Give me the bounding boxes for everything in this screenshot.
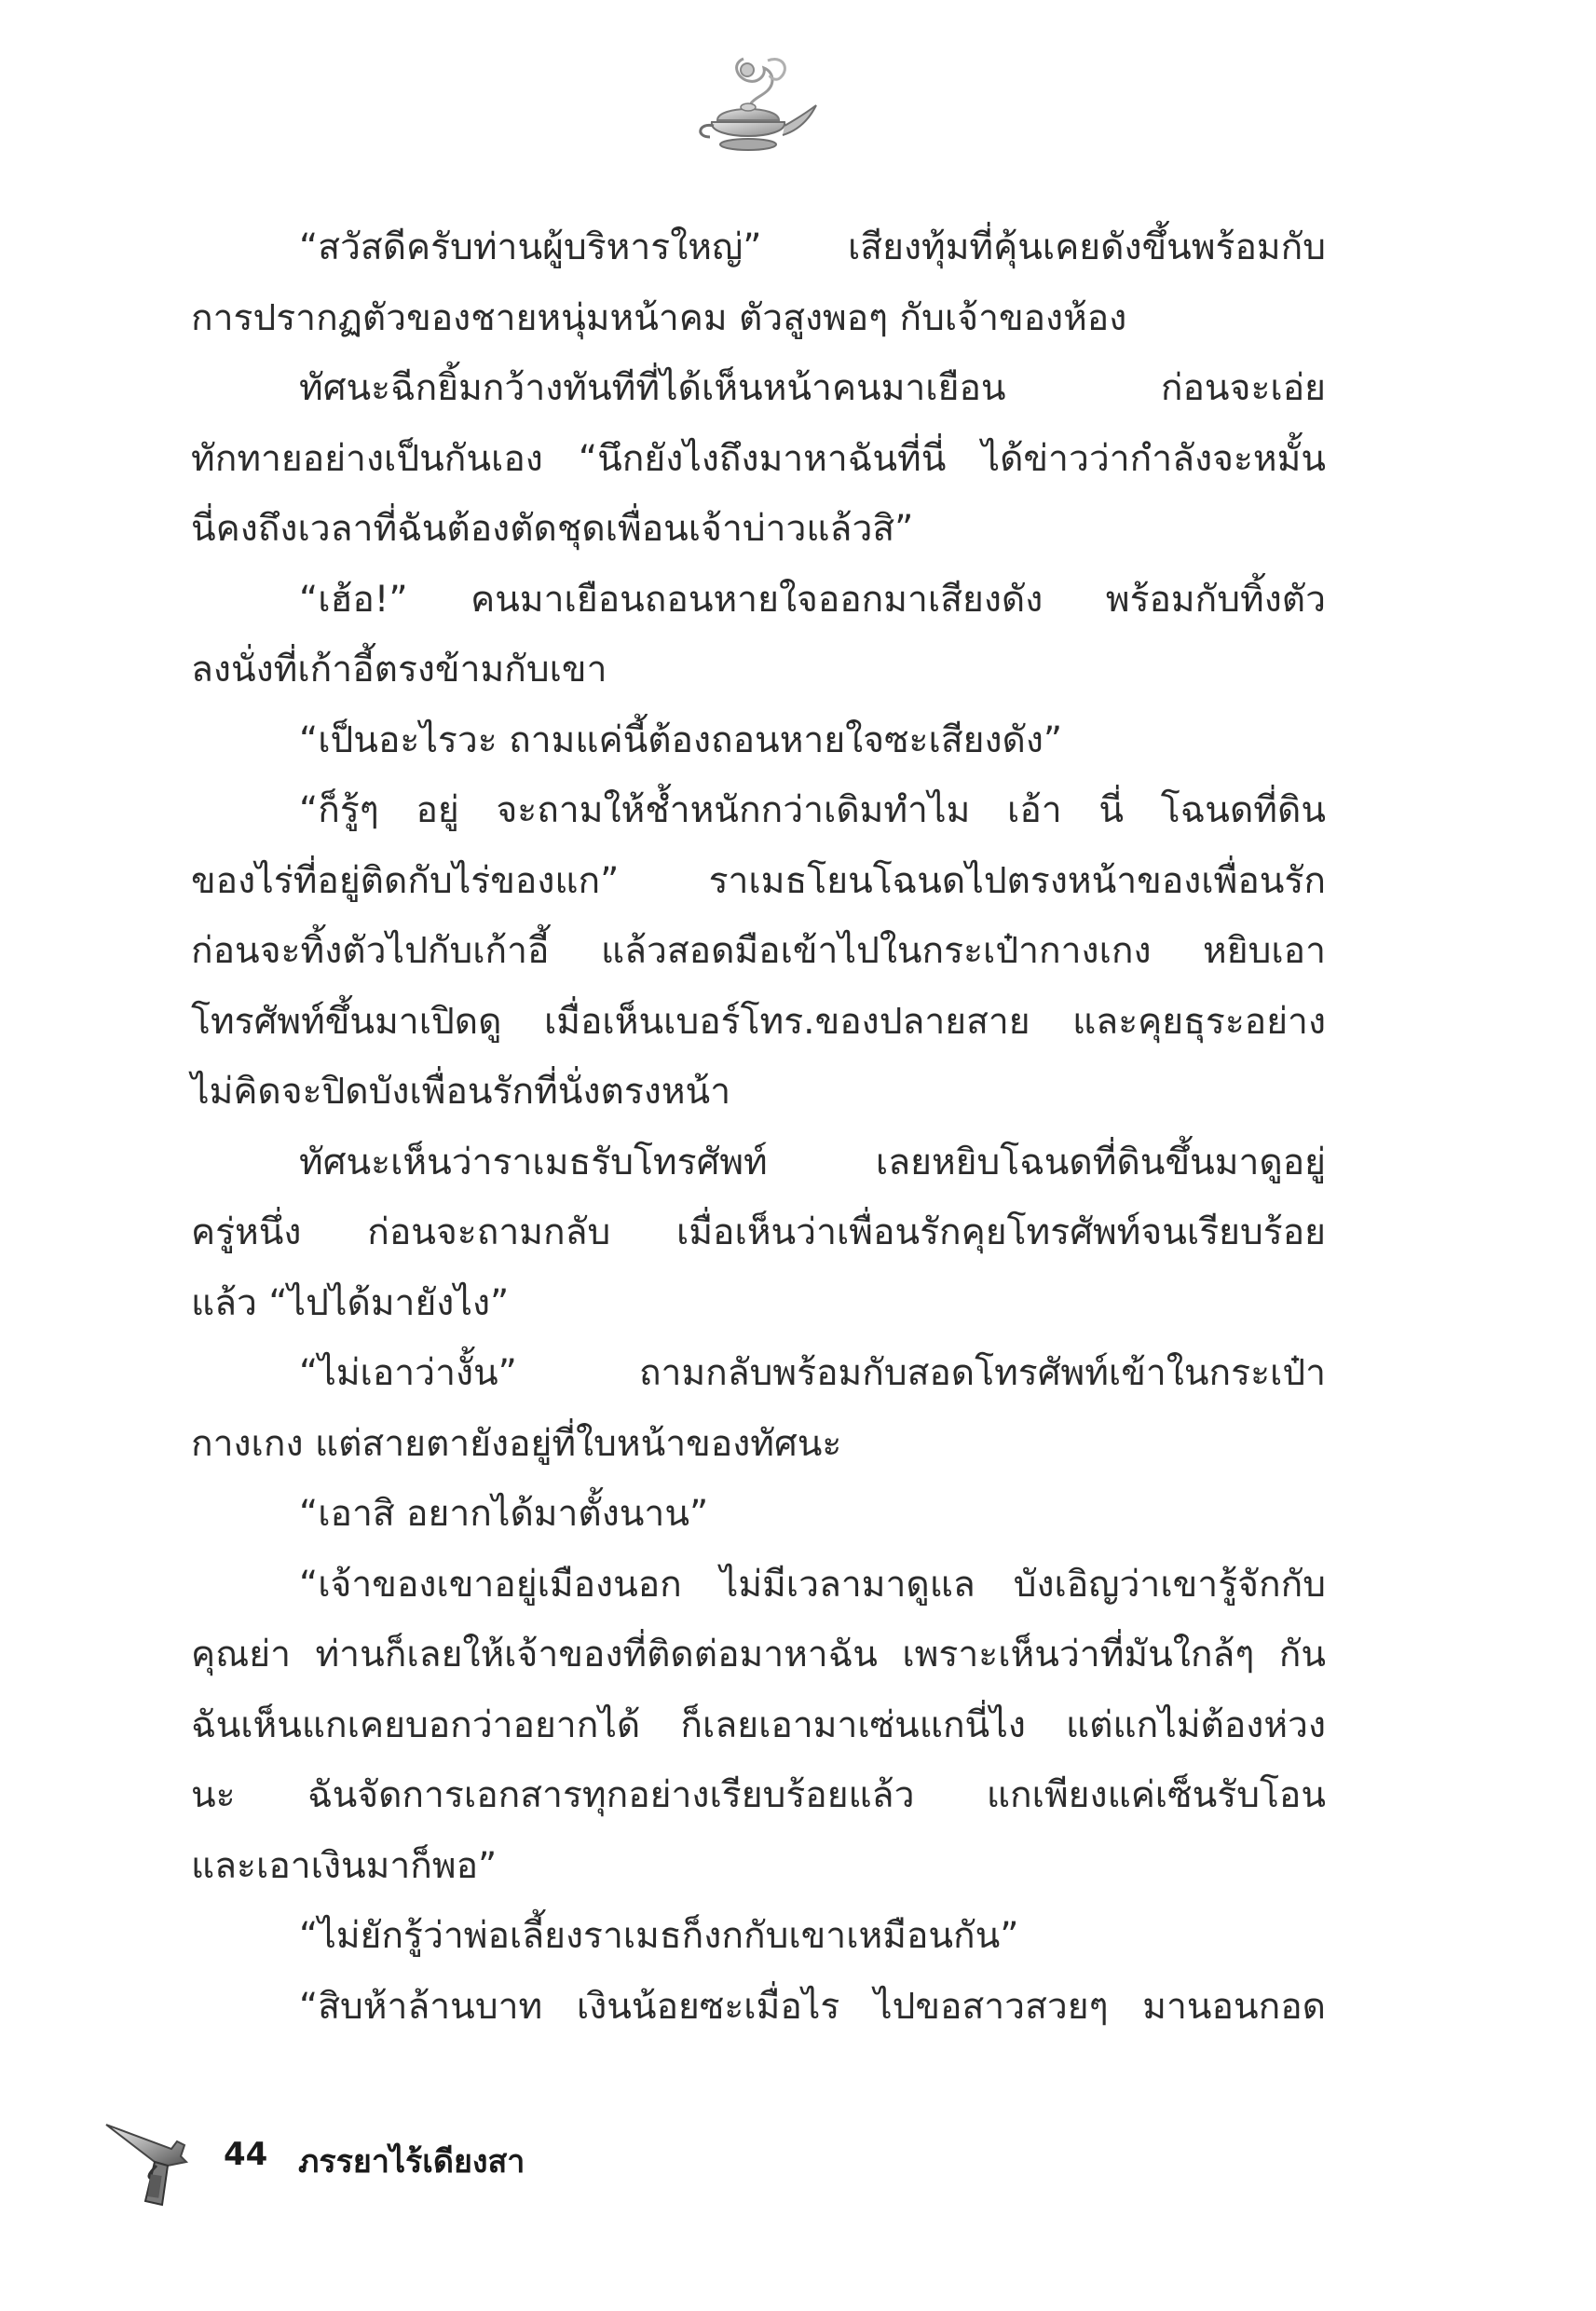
text-line: “ก็รู้ๆ อยู่ จะถามให้ช้ำหนักกว่าเดิมทำไม เอ้า นี่ โฉนดที่ดิน bbox=[299, 789, 1326, 831]
text-line: ไม่คิดจะปิดบังเพื่อนรักที่นั่งตรงหน้า bbox=[191, 1071, 731, 1113]
text-line: ทัศนะเห็นว่าราเมธรับโทรศัพท์ เลยหยิบโฉนดที่ดินขึ้นมาดูอยู่ bbox=[299, 1141, 1326, 1183]
text-line: การปรากฏตัวของชายหนุ่มหน้าคม ตัวสูงพอๆ กับเจ้าของห้อง bbox=[191, 296, 1127, 339]
text-line: ฉันเห็นแกเคยบอกว่าอยากได้ ก็เลยเอามาเซ่นแกนี่ไง แต่แกไม่ต้องห่วง bbox=[191, 1703, 1326, 1746]
text-line: ครู่หนึ่ง ก่อนจะถามกลับ เมื่อเห็นว่าเพื่อนรักคุยโทรศัพท์จนเรียบร้อย bbox=[191, 1211, 1326, 1253]
text-line: ก่อนจะทิ้งตัวไปกับเก้าอี้ แล้วสอดมือเข้าไปในกระเป๋ากางเกง หยิบเอา bbox=[191, 930, 1326, 972]
text-line: “ไม่เอาว่างั้น” ถามกลับพร้อมกับสอดโทรศัพท์เข้าในกระเป๋า bbox=[299, 1352, 1326, 1394]
text-line: ของไร่ที่อยู่ติดกับไร่ของแก” ราเมธโยนโฉนดไปตรงหน้าของเพื่อนรัก bbox=[191, 859, 1326, 902]
text-line: “เจ้าของเขาอยู่เมืองนอก ไม่มีเวลามาดูแล บังเอิญว่าเขารู้จักกับ bbox=[299, 1563, 1326, 1606]
text-line: โทรศัพท์ขึ้นมาเปิดดู เมื่อเห็นเบอร์โทร.ของปลายสาย และคุยธุระอย่าง bbox=[191, 1000, 1326, 1043]
book-title: ภรรยาไร้เดียงสา bbox=[298, 2143, 525, 2181]
genie-lamp-icon bbox=[689, 51, 820, 158]
text-line: คุณย่า ท่านก็เลยให้เจ้าของที่ติดต่อมาหาฉัน เพราะเห็นว่าที่มันใกล้ๆ กัน bbox=[191, 1634, 1326, 1675]
text-line: แล้ว “ไปได้มายังไง” bbox=[191, 1281, 510, 1324]
text-line: “สิบห้าล้านบาท เงินน้อยซะเมื่อไร ไปขอสาวสวยๆ มานอนกอด bbox=[299, 1985, 1326, 2028]
text-line: “ไม่ยักรู้ว่าพ่อเลี้ยงราเมธก็งกกับเขาเหมือนกัน” bbox=[299, 1915, 1019, 1957]
text-line: ทัศนะฉีกยิ้มกว้างทันทีที่ได้เห็นหน้าคนมาเยือน ก่อนจะเอ่ย bbox=[299, 367, 1326, 409]
text-line: ทักทายอย่างเป็นกันเอง “นึกยังไงถึงมาหาฉันที่นี่ ได้ข่าวว่ากำลังจะหมั้น bbox=[191, 437, 1326, 480]
text-line: นะ ฉันจัดการเอกสารทุกอย่างเรียบร้อยแล้ว แกเพียงแค่เซ็นรับโอน bbox=[191, 1774, 1326, 1816]
text-line: “เป็นอะไรวะ ถามแค่นี้ต้องถอนหายใจซะเสียงดัง” bbox=[299, 718, 1063, 761]
page-number: 44 bbox=[224, 2136, 268, 2173]
text-line: ลงนั่งที่เก้าอี้ตรงข้ามกับเขา bbox=[191, 649, 607, 691]
page-footer bbox=[102, 2108, 755, 2210]
text-line: กางเกง แต่สายตายังอยู่ที่ใบหน้าของทัศนะ bbox=[191, 1422, 842, 1465]
text-line: นี่คงถึงเวลาที่ฉันต้องตัดชุดเพื่อนเจ้าบ่าวแล้วสิ” bbox=[191, 508, 914, 550]
story-text bbox=[191, 212, 1326, 2042]
text-line: “เฮ้อ!” คนมาเยือนถอนหายใจออกมาเสียงดัง พร้อมกับทิ้งตัว bbox=[299, 578, 1326, 621]
pistol-icon bbox=[102, 2108, 205, 2210]
text-line: “สวัสดีครับท่านผู้บริหารใหญ่” เสียงทุ้มที่คุ้นเคยดังขึ้นพร้อมกับ bbox=[299, 226, 1326, 268]
text-line: “เอาสิ อยากได้มาตั้งนาน” bbox=[299, 1493, 709, 1535]
text-line: และเอาเงินมาก็พอ” bbox=[191, 1844, 498, 1887]
